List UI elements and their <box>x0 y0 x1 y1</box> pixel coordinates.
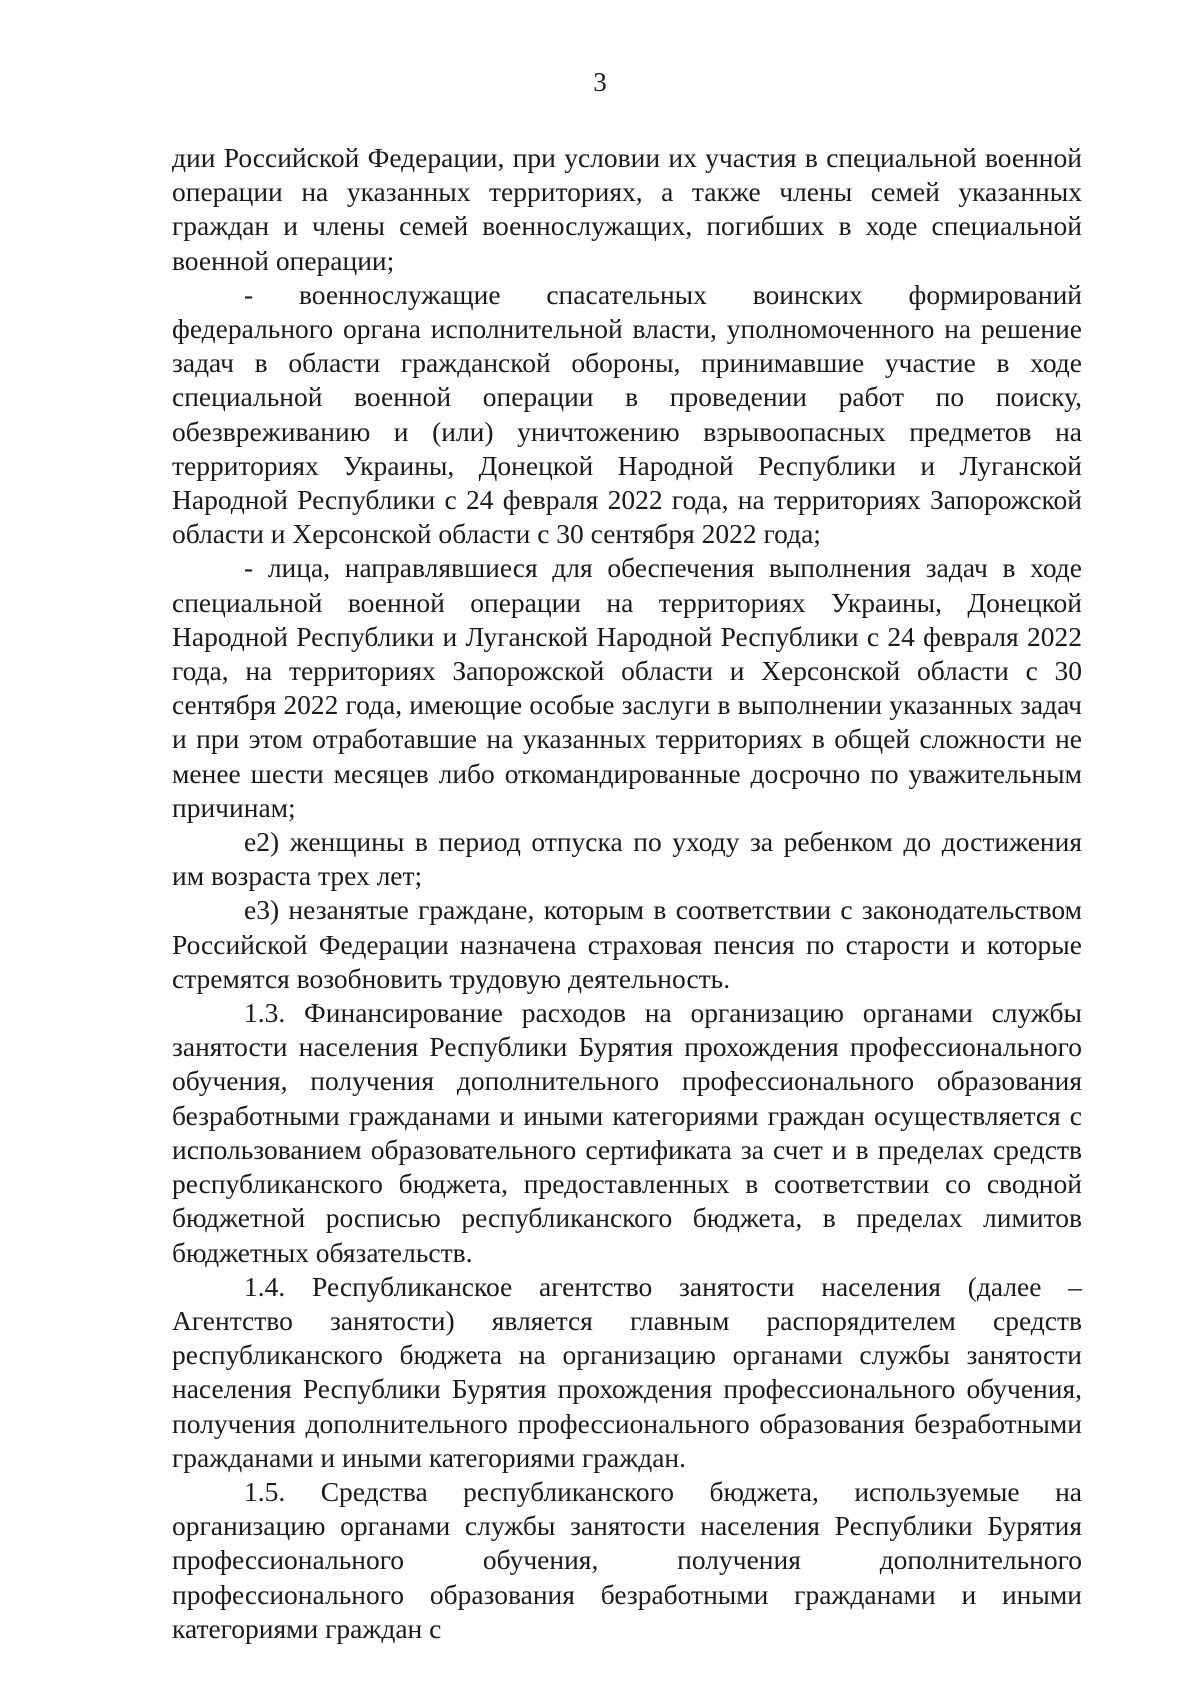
paragraph-rescue-servicemen: - военнослужащие спасательных воинских формирований федерального органа исполнительной власти, уполномоченного на решение задач в области гражданской обороны, принимавшие участие в ходе специальной военной операции в проведении работ по поиску, обезвреживанию и (или) уничтожению взрывоопасных предметов на территориях Украины, Донецкой Народной Республики и Луганской Народной Республики с 24 февраля 2022 года, на территориях Запорожской области и Херсонской области с 30 сентября 2022 года; <box>172 278 1082 550</box>
paragraph-e3-pensioners: е3) незанятые граждане, которым в соответствии с законодательством Российской Федерации назначена страховая пенсия по старости и которые стремятся возобновить трудовую деятельность. <box>172 894 1082 994</box>
page-number: 3 <box>593 67 607 97</box>
document-body <box>172 141 1082 1646</box>
paragraph-e2-women: е2) женщины в период отпуска по уходу за ребенком до достижения им возраста трех лет; <box>172 826 1082 892</box>
paragraph-1-4-agency: 1.4. Республиканское агентство занятости населения (далее – Агентство занятости) является главным распорядителем средств республиканского бюджета на организацию органами службы занятости населения Республики Бурятия прохождения профессионального обучения, получения дополнительного профессионального образования безработными гражданами и иными категориями граждан. <box>172 1270 1082 1473</box>
paragraph-special-merit-persons: - лица, направлявшиеся для обеспечения выполнения задач в ходе специальной военной операции на территориях Украины, Донецкой Народной Республики и Луганской Народной Республики с 24 февраля 2022 года, на территориях Запорожской области и Херсонской области с 30 сентября 2022 года, имеющие особые заслуги в выполнении указанных задач и при этом отработавшие на указанных территориях в общей сложности не менее шести месяцев либо откомандированные досрочно по уважительным причинам; <box>172 552 1082 823</box>
paragraph-continuation: дии Российской Федерации, при условии их участия в специальной военной операции на указанных территориях, а также члены семей указанных граждан и члены семей военнослужащих, погибших в ходе специальной военной операции; <box>172 142 1082 276</box>
paragraph-1-3-financing: 1.3. Финансирование расходов на организацию органами службы занятости населения Республики Бурятия прохождения профессионального обучения, получения дополнительного профессионального образования безработными гражданами и иными категориями граждан осуществляется с использованием образовательного сертификата за счет и в пределах средств республиканского бюджета, предоставленных в соответствии со сводной бюджетной росписью республиканского бюджета, в пределах лимитов бюджетных обязательств. <box>172 997 1082 1268</box>
paragraph-1-5-budget-funds: 1.5. Средства республиканского бюджета, используемые на организацию органами службы занятости населения Республики Бурятия профессионального обучения, получения дополнительного профессионального образования безработными гражданами и иными категориями граждан с <box>172 1475 1082 1644</box>
